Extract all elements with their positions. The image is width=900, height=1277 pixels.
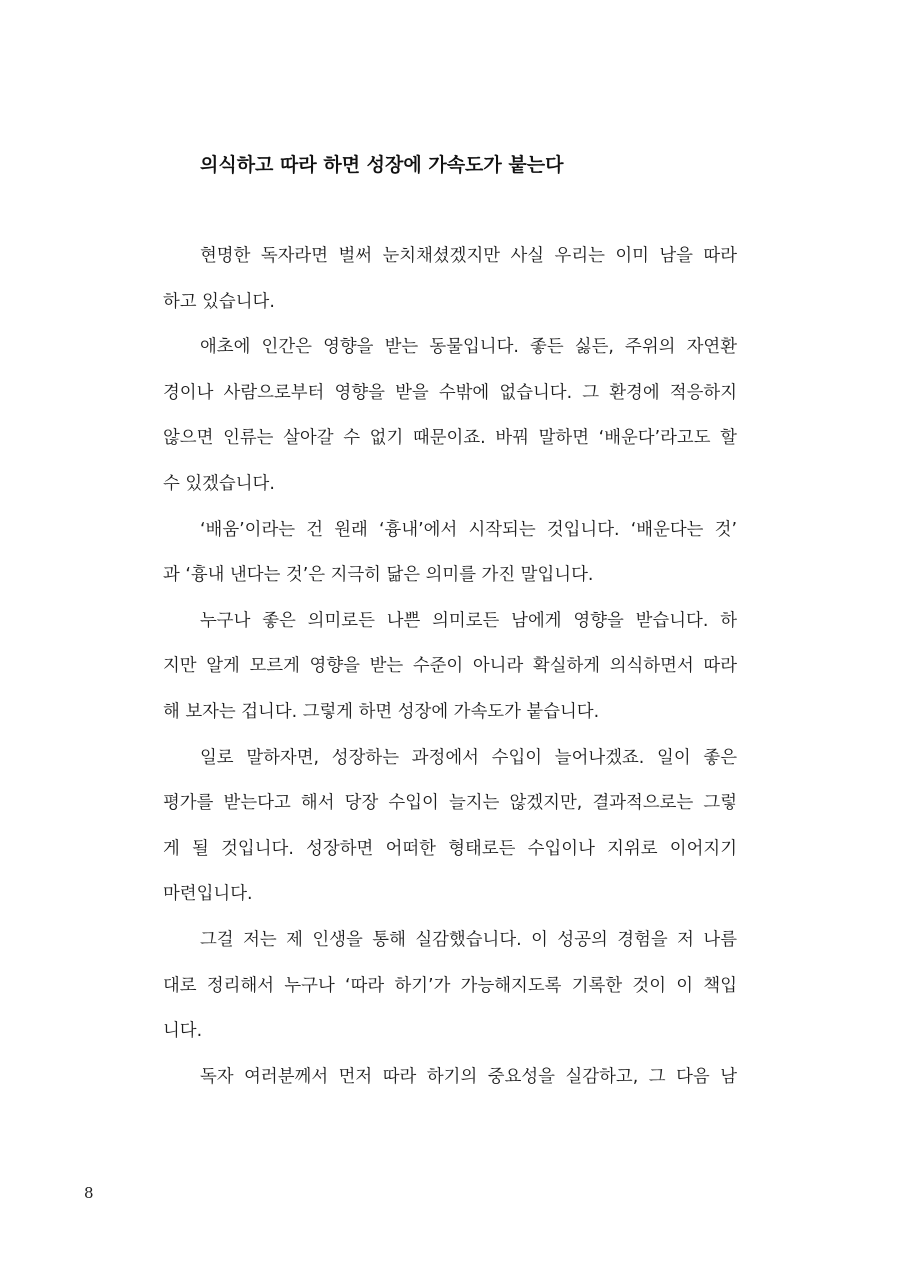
text-line: 누구나 좋은 의미로든 나쁜 의미로든 남에게 영향을 받습니다. 하 xyxy=(200,610,737,631)
text-line: 수 있겠습니다. xyxy=(163,473,275,494)
body-text xyxy=(163,234,737,1100)
text-line: 대로 정리해서 누구나 ‘따라 하기’가 가능해지도록 기록한 것이 이 책입 xyxy=(163,975,737,996)
text-line: 애초에 인간은 영향을 받는 동물입니다. 좋든 싫든, 주위의 자연환 xyxy=(200,337,737,358)
text-line: 평가를 받는다고 해서 당장 수입이 늘지는 않겠지만, 결과적으로는 그렇 xyxy=(163,793,737,814)
text-line: 않으면 인류는 살아갈 수 없기 때문이죠. 바꿔 말하면 ‘배운다’라고도 할 xyxy=(163,428,737,449)
text-line: 하고 있습니다. xyxy=(163,291,275,312)
text-line: 지만 알게 모르게 영향을 받는 수준이 아니라 확실하게 의식하면서 따라 xyxy=(163,656,737,677)
text-line: 그걸 저는 제 인생을 통해 실감했습니다. 이 성공의 경험을 저 나름 xyxy=(200,929,737,950)
text-line: 게 될 것입니다. 성장하면 어떠한 형태로든 수입이나 지위로 이어지기 xyxy=(163,838,737,859)
text-line: ‘배움’이라는 건 원래 ‘흉내’에서 시작되는 것입니다. ‘배운다는 것’ xyxy=(200,519,737,540)
text-line: 과 ‘흉내 낸다는 것’은 지극히 닮은 의미를 가진 말입니다. xyxy=(163,565,594,586)
text-line: 해 보자는 겁니다. 그렇게 하면 성장에 가속도가 붙습니다. xyxy=(163,701,600,722)
section-heading: 의식하고 따라 하면 성장에 가속도가 붙는다 xyxy=(200,154,564,176)
text-line: 현명한 독자라면 벌써 눈치채셨겠지만 사실 우리는 이미 남을 따라 xyxy=(200,246,737,266)
text-line: 니다. xyxy=(163,1021,203,1042)
text-line: 경이나 사람으로부터 영향을 받을 수밖에 없습니다. 그 환경에 적응하지 xyxy=(163,382,737,403)
text-line: 일로 말하자면, 성장하는 과정에서 수입이 늘어나겠죠. 일이 좋은 xyxy=(200,747,737,768)
text-line: 마련입니다. xyxy=(163,884,253,905)
page-number: 8 xyxy=(84,1184,94,1202)
text-line: 독자 여러분께서 먼저 따라 하기의 중요성을 실감하고, 그 다음 남 xyxy=(200,1066,737,1087)
